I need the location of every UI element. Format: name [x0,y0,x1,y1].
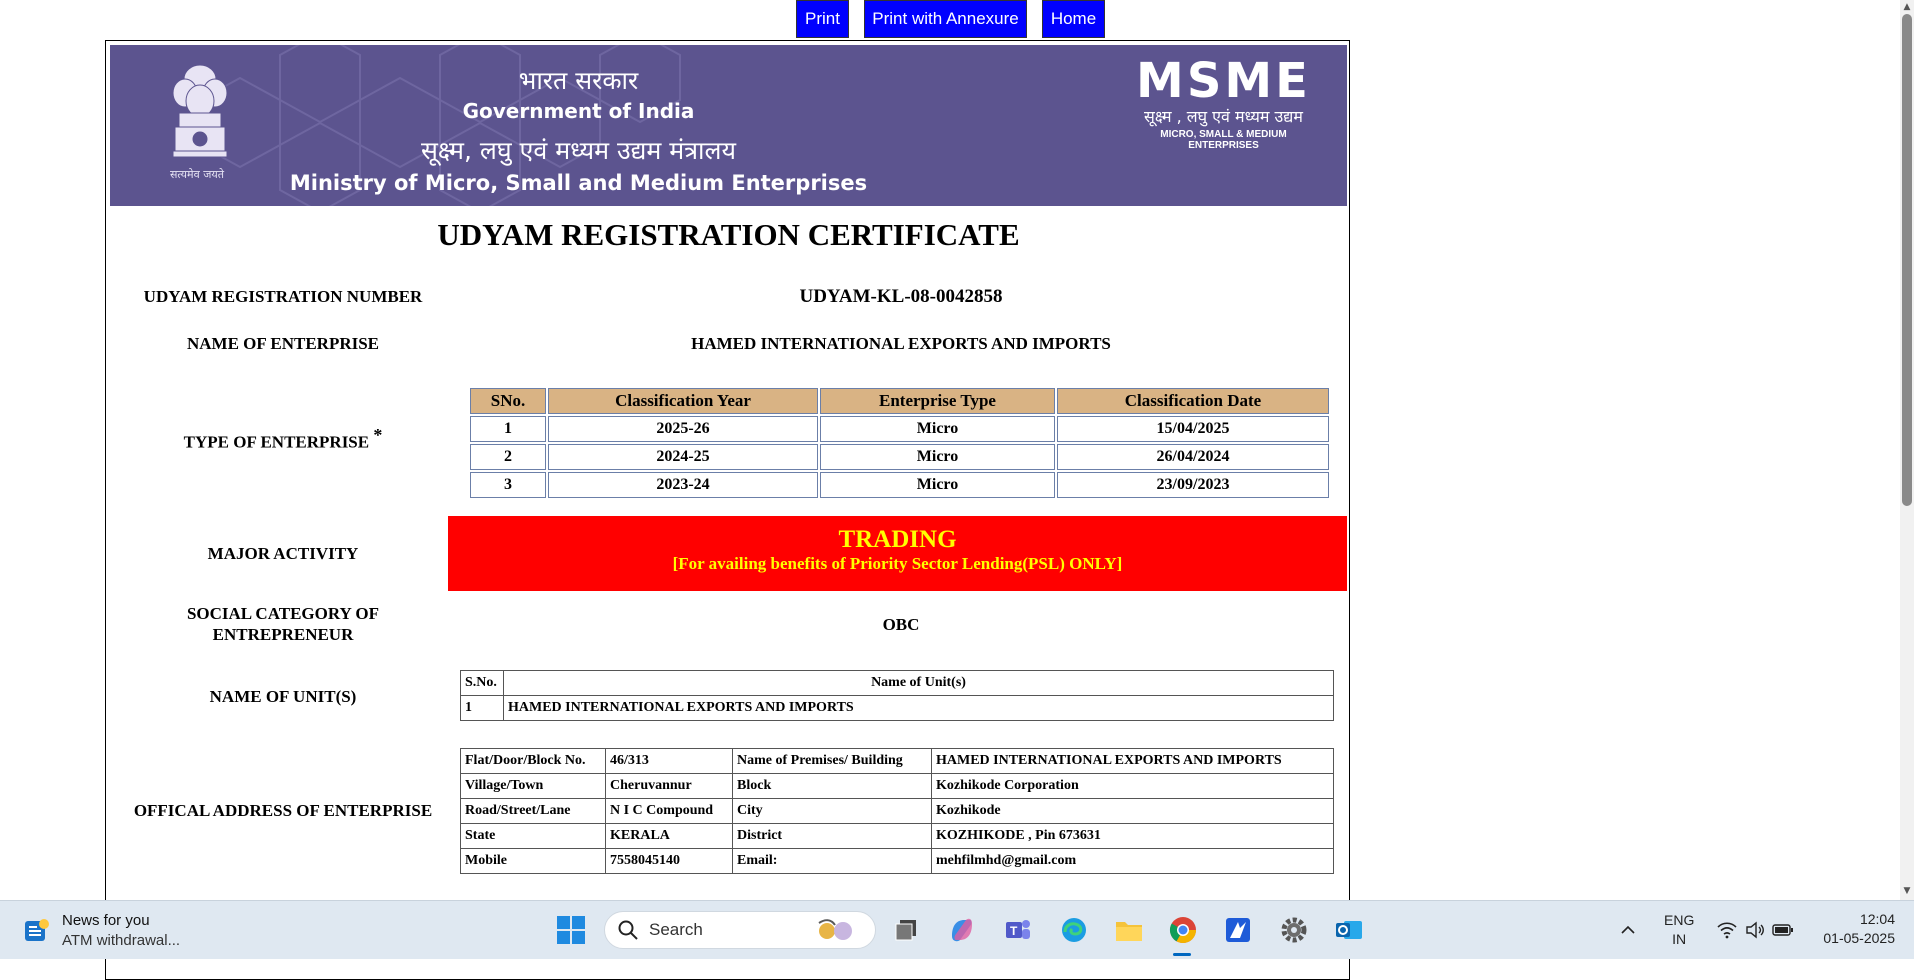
address-value: 46/313 [606,749,733,774]
units-header-name: Name of Unit(s) [504,671,1334,696]
enterprise-name-label: NAME OF ENTERPRISE [186,334,380,353]
clock-time: 12:04 [1859,911,1895,927]
news-headline: ATM withdrawal... [62,932,181,949]
header-enterprise-type: Enterprise Type [820,388,1055,414]
header-classification-year: Classification Year [548,388,818,414]
address-key: Village/Town [461,774,606,799]
cell-type: Micro [820,472,1055,498]
address-value: KERALA [606,824,733,849]
task-view-icon [893,917,919,943]
banner-ministry-name: Ministry of Micro, Small and Medium Enterprises [289,171,868,195]
address-key: City [733,799,932,824]
windows-taskbar [0,900,1914,959]
volume-status[interactable] [1743,914,1767,946]
cell-date: 23/09/2023 [1057,472,1329,498]
start-button[interactable] [555,914,587,946]
battery-status[interactable] [1771,914,1795,946]
enterprise-name: HAMED INTERNATIONAL EXPORTS AND IMPORTS [691,334,1111,353]
certificate [105,40,1350,980]
windows-logo-icon [556,915,586,945]
classification-header-row [470,388,1329,414]
teams-button[interactable] [1002,914,1034,946]
major-activity: TRADING [838,526,957,553]
table-row [470,444,1329,470]
address-key: State [461,824,606,849]
ministry-banner [110,45,1347,206]
cell-date: 15/04/2025 [1057,416,1329,442]
emblem-motto: सत्यमेव जयते [170,168,225,181]
major-activity-label: MAJOR ACTIVITY [207,544,359,563]
taskbar-search[interactable] [604,911,876,949]
news-text [62,911,180,951]
units-table [460,670,1334,721]
cell-year: 2023-24 [548,472,818,498]
table-row [461,849,1334,874]
speaker-icon [1745,921,1765,939]
address-value: 7558045140 [606,849,733,874]
chrome-icon [1168,915,1198,945]
table-row [461,799,1334,824]
scroll-down-arrow-icon[interactable]: ▼ [1903,886,1911,896]
app-button[interactable] [1222,914,1254,946]
edge-icon [1060,916,1088,944]
table-row [461,749,1334,774]
table-row [461,774,1334,799]
address-value: Cheruvannur [606,774,733,799]
news-icon [22,916,52,946]
address-key: District [733,824,932,849]
banner-government-of-india: Government of India [462,99,695,123]
address-value: mehfilmhd@gmail.com [932,849,1334,874]
table-row [461,824,1334,849]
language-line1: ENG [1664,912,1695,928]
show-hidden-icons-button[interactable] [1616,914,1640,946]
address-value: KOZHIKODE , Pin 673631 [932,824,1334,849]
units-label: NAME OF UNIT(S) [209,687,357,706]
major-activity-box [448,516,1347,591]
wifi-status[interactable] [1715,914,1739,946]
enterprise-type-label-text: TYPE OF ENTERPRISE [183,432,370,452]
unit-sno: 1 [461,696,504,721]
address-value: HAMED INTERNATIONAL EXPORTS AND IMPORTS [932,749,1334,774]
cell-sno: 3 [470,472,546,498]
cell-type: Micro [820,444,1055,470]
search-icon [617,919,639,941]
address-key: Email: [733,849,932,874]
print-button[interactable]: Print [796,0,849,38]
active-app-indicator [1173,953,1191,956]
battery-icon [1772,923,1794,937]
cell-sno: 2 [470,444,546,470]
gear-icon [1280,916,1308,944]
file-explorer-button[interactable] [1113,914,1145,946]
svg-text:T: T [1010,924,1018,938]
social-category-label-line2: ENTREPRENEUR [212,625,354,644]
clock-date: 01-05-2025 [1823,930,1895,946]
wifi-icon [1717,921,1737,939]
social-category-label [118,603,448,645]
outlook-icon [1334,916,1364,944]
msme-logo [1126,53,1321,151]
social-category: OBC [882,615,920,634]
cell-date: 26/04/2024 [1057,444,1329,470]
address-table [460,748,1334,874]
unit-name: HAMED INTERNATIONAL EXPORTS AND IMPORTS [504,696,1334,721]
msme-logo-word: MSME [1136,53,1311,109]
address-value: Kozhikode [932,799,1334,824]
table-row [470,416,1329,442]
registration-number-label: UDYAM REGISTRATION NUMBER [143,287,423,306]
edge-button[interactable] [1058,914,1090,946]
header-sno: SNo. [470,388,546,414]
settings-button[interactable] [1278,914,1310,946]
chrome-button[interactable] [1167,914,1199,946]
print-with-annexure-button[interactable]: Print with Annexure [864,0,1027,38]
cell-year: 2025-26 [548,416,818,442]
search-highlight-icon [813,917,869,943]
scroll-up-arrow-icon[interactable]: ▲ [1903,2,1911,12]
search-placeholder: Search [649,920,703,939]
home-button[interactable]: Home [1042,0,1105,38]
cell-type: Micro [820,416,1055,442]
enterprise-type-label [118,425,448,453]
action-bar [0,0,1900,40]
banner-hindi-government: भारत सरकार [518,66,639,95]
news-title: News for you [62,912,150,929]
address-key: Mobile [461,849,606,874]
social-category-label-line1: SOCIAL CATEGORY OF [186,604,380,623]
chevron-up-icon [1620,922,1636,938]
cell-year: 2024-25 [548,444,818,470]
enterprise-type-asterisk: * [373,425,383,445]
units-header-row [461,671,1334,696]
msme-logo-english: MICRO, SMALL & MEDIUM ENTERPRISES [1160,129,1287,151]
cell-sno: 1 [470,416,546,442]
registration-number: UDYAM-KL-08-0042858 [799,286,1003,307]
banner-hindi-ministry: सूक्ष्म, लघु एवं मध्यम उद्यम मंत्रालय [421,136,736,165]
table-row [470,472,1329,498]
copilot-button[interactable] [946,914,978,946]
folder-icon [1114,916,1144,944]
language-indicator[interactable] [1664,911,1694,949]
teams-icon [1004,916,1032,944]
outlook-button[interactable] [1333,914,1365,946]
address-key: Flat/Door/Block No. [461,749,606,774]
language-line2: IN [1672,931,1687,947]
address-key: Block [733,774,932,799]
copilot-icon [948,916,976,944]
scrollbar-thumb[interactable] [1902,14,1912,506]
certificate-title: UDYAM REGISTRATION CERTIFICATE [437,217,1020,252]
news-widget[interactable] [22,911,180,951]
units-header-sno: S.No. [461,671,504,696]
classification-table [468,386,1331,500]
major-activity-note: [For availing benefits of Priority Sector Lending(PSL) ONLY] [672,554,1123,573]
table-row [461,696,1334,721]
address-key: Road/Street/Lane [461,799,606,824]
address-value: Kozhikode Corporation [932,774,1334,799]
address-value: N I C Compound [606,799,733,824]
header-classification-date: Classification Date [1057,388,1329,414]
address-label: OFFICAL ADDRESS OF ENTERPRISE [133,801,433,820]
task-view-button[interactable] [890,914,922,946]
address-key: Name of Premises/ Building [733,749,932,774]
msme-logo-hindi: सूक्ष्म , लघु एवं मध्यम उद्यम [1144,107,1303,126]
vertical-scrollbar[interactable] [1900,0,1914,900]
system-clock[interactable] [1815,910,1895,948]
app-icon [1224,916,1252,944]
